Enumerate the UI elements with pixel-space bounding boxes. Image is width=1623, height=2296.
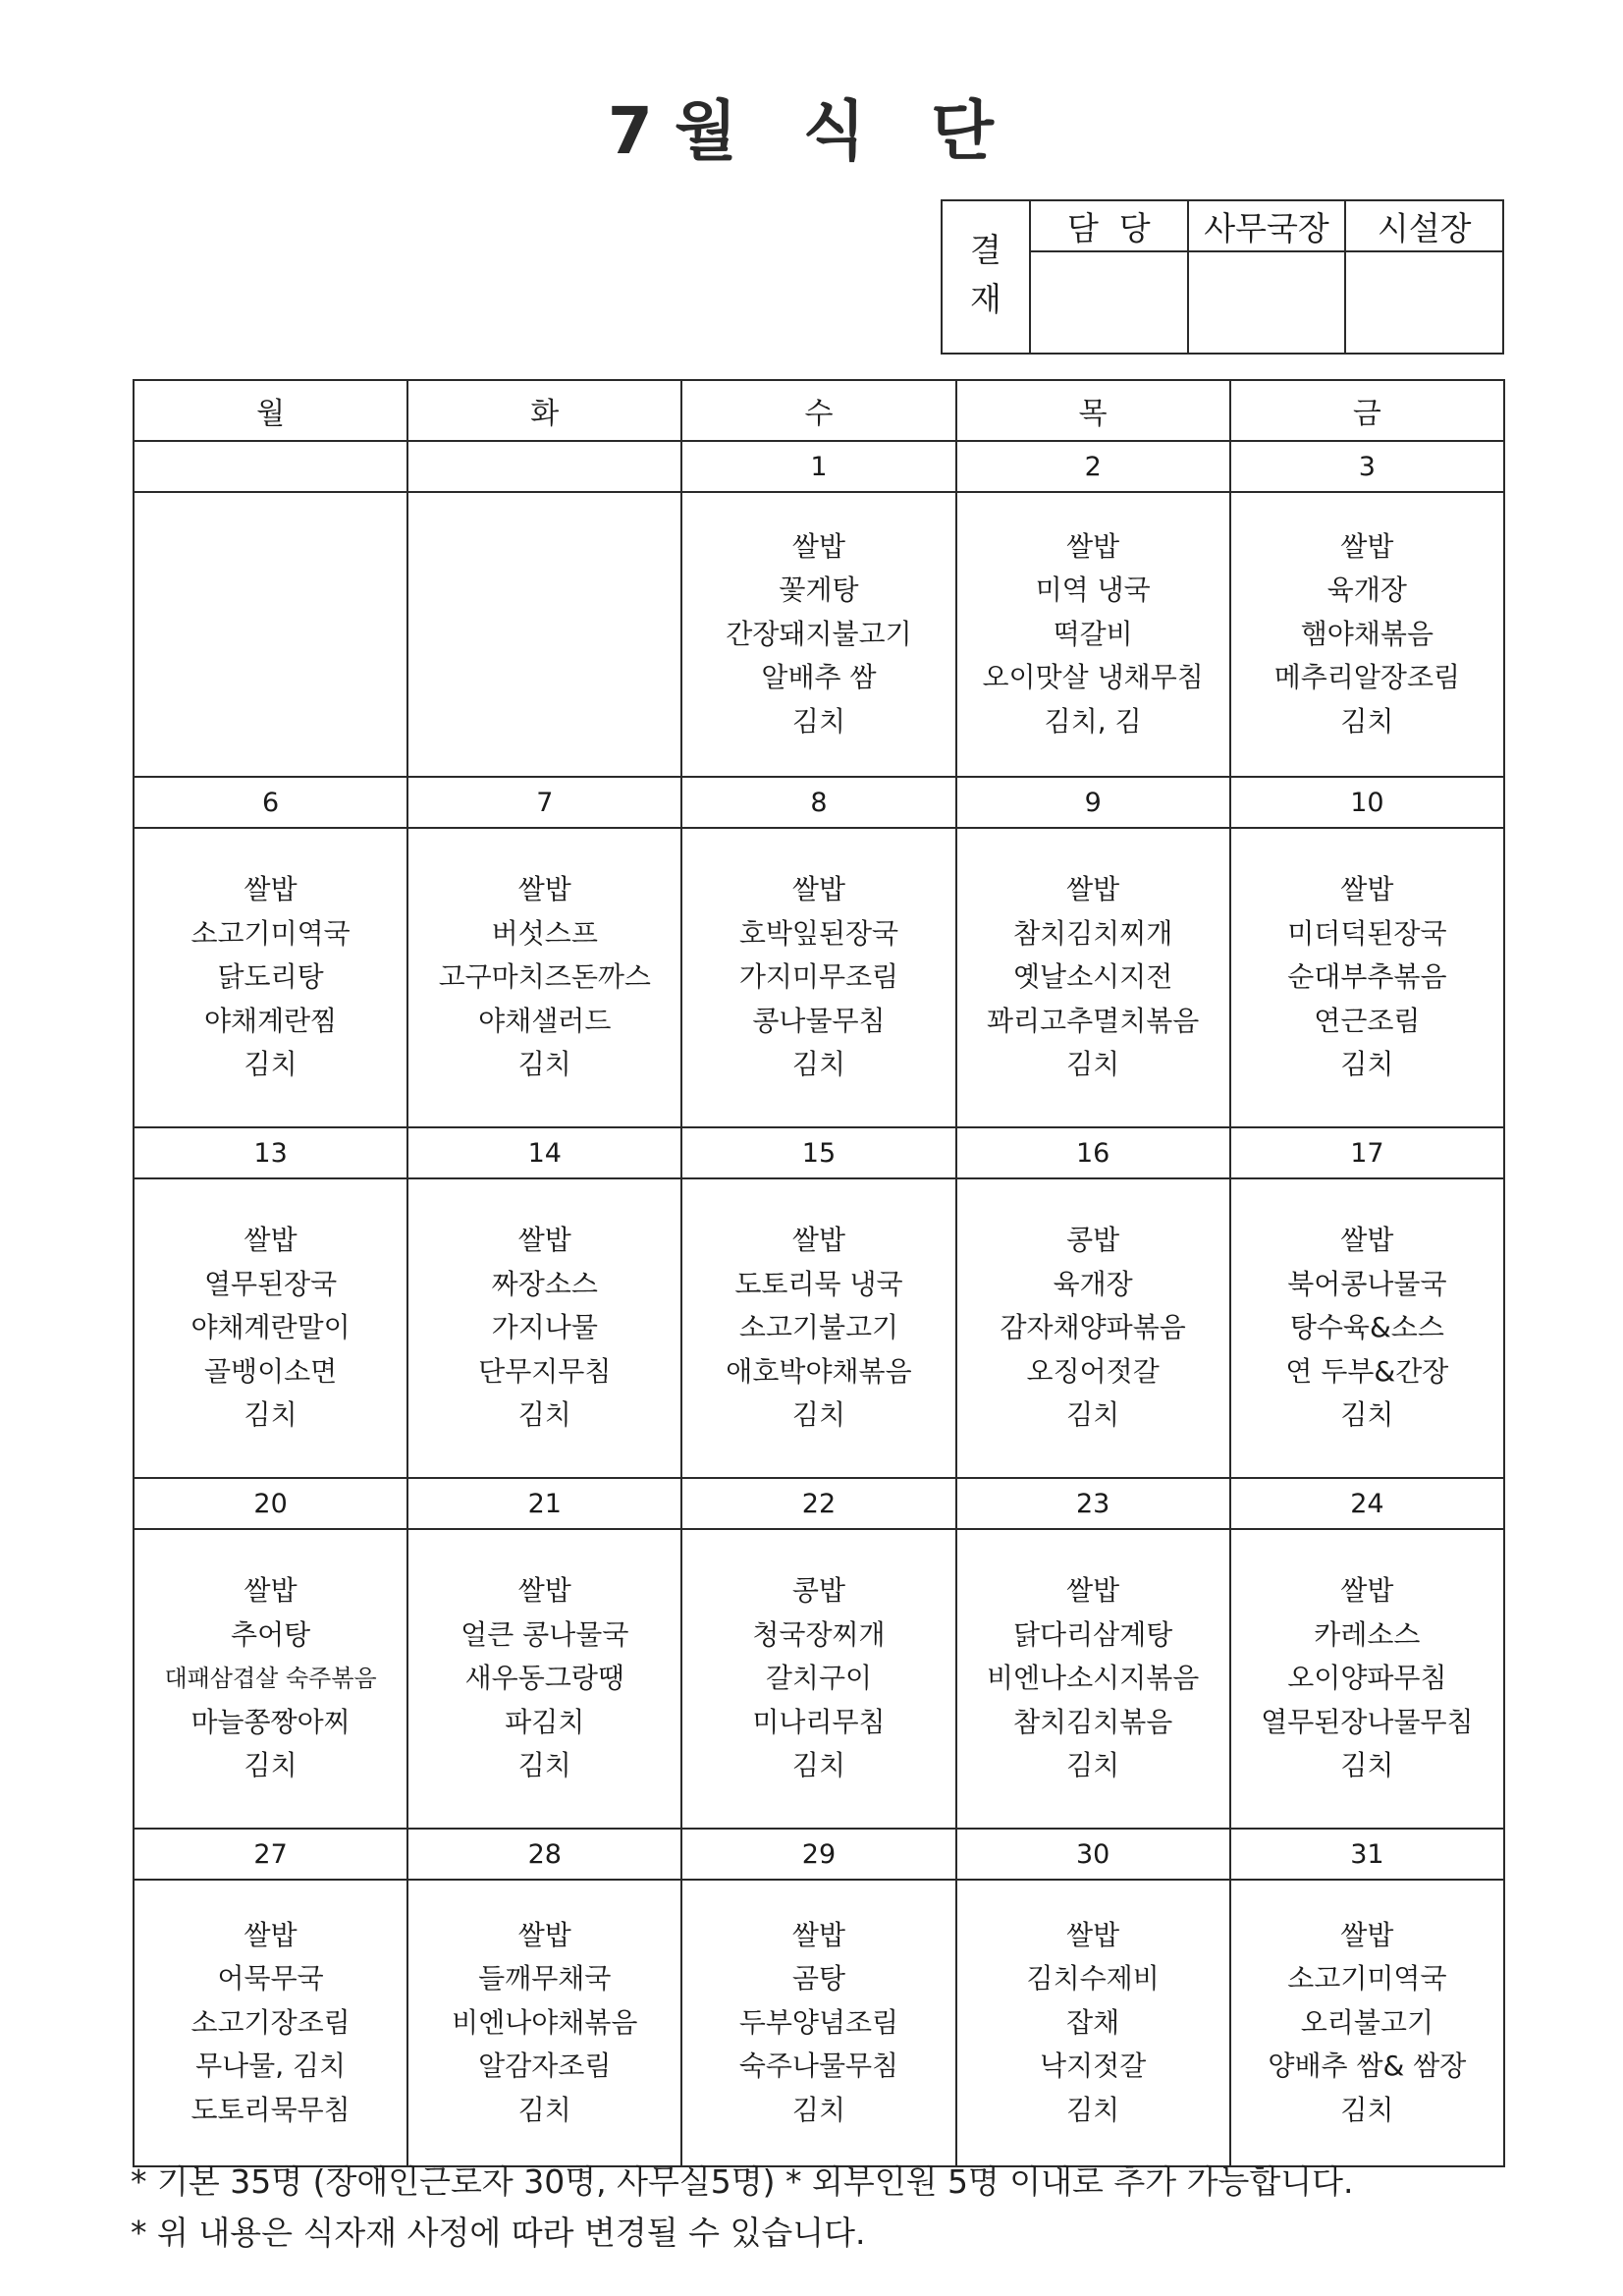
date-cell: 6 bbox=[134, 777, 407, 828]
menu-cell bbox=[1230, 492, 1504, 777]
menu-cell bbox=[407, 492, 681, 777]
approval-label bbox=[942, 200, 1030, 354]
menu-calendar bbox=[133, 379, 1505, 2167]
date-cell: 7 bbox=[407, 777, 681, 828]
menu-item: 연 두부&간장 bbox=[1285, 1354, 1449, 1388]
menu-item: 쌀밥 bbox=[1340, 1224, 1394, 1257]
menu-item: 양배추 쌈& 쌈장 bbox=[1268, 2050, 1467, 2083]
menu-cell bbox=[956, 1529, 1230, 1829]
menu-cell bbox=[956, 828, 1230, 1127]
menu-row bbox=[134, 492, 1504, 777]
menu-cell bbox=[1230, 1880, 1504, 2166]
menu-item: 김치 bbox=[1340, 2093, 1394, 2126]
menu-item: 쌀밥 bbox=[1340, 1918, 1394, 1951]
date-cell: 9 bbox=[956, 777, 1230, 828]
menu-item: 도토리묵무침 bbox=[190, 2093, 351, 2126]
menu-cell bbox=[1230, 1178, 1504, 1478]
menu-item: 감자채양파볶음 bbox=[1000, 1311, 1186, 1344]
menu-cell bbox=[134, 1178, 407, 1478]
weekday-tue: 화 bbox=[407, 380, 681, 441]
approval-label-text: 결재 bbox=[970, 231, 1001, 318]
menu-item: 옛날소시지전 bbox=[1013, 960, 1173, 994]
date-row bbox=[134, 441, 1504, 492]
menu-item: 호박잎된장국 bbox=[738, 916, 899, 950]
menu-row bbox=[134, 828, 1504, 1127]
menu-item: 소고기불고기 bbox=[738, 1311, 899, 1344]
approval-col-manager: 담 당 bbox=[1030, 200, 1188, 251]
menu-item: 버섯스프 bbox=[491, 916, 598, 950]
menu-row bbox=[134, 1178, 1504, 1478]
date-cell: 2 bbox=[956, 441, 1230, 492]
note-capacity: * 기본 35명 (장애인근로자 30명, 사무실5명) * 외부인원 5명 이내로 추가 가능합니다. bbox=[131, 2162, 1354, 2201]
menu-item: 골뱅이소면 bbox=[203, 1354, 338, 1388]
notes bbox=[131, 2157, 1354, 2259]
menu-cell bbox=[1230, 1529, 1504, 1829]
menu-item: 열무된장나물무침 bbox=[1261, 1705, 1474, 1738]
menu-item: 김치 bbox=[517, 1749, 571, 1782]
menu-item: 김치 bbox=[1066, 1398, 1120, 1432]
menu-item: 가지나물 bbox=[491, 1311, 598, 1344]
menu-item: 카레소스 bbox=[1314, 1617, 1421, 1651]
menu-item: 김치 bbox=[1340, 1048, 1394, 1081]
date-cell bbox=[134, 441, 407, 492]
menu-item: 꽈리고추멸치볶음 bbox=[986, 1004, 1200, 1037]
menu-item: 가지미무조림 bbox=[738, 960, 899, 994]
date-cell: 31 bbox=[1230, 1829, 1504, 1880]
date-cell: 24 bbox=[1230, 1478, 1504, 1529]
menu-item: 쌀밥 bbox=[243, 1574, 298, 1608]
menu-item: 김치 bbox=[517, 1398, 571, 1432]
menu-cell bbox=[681, 1880, 955, 2166]
weekday-mon: 월 bbox=[134, 380, 407, 441]
menu-item: 쌀밥 bbox=[791, 529, 846, 563]
menu-cell bbox=[956, 1178, 1230, 1478]
date-row bbox=[134, 1127, 1504, 1178]
menu-item: 미더덕된장국 bbox=[1287, 916, 1447, 950]
menu-item: 쌀밥 bbox=[517, 1574, 571, 1608]
date-cell: 23 bbox=[956, 1478, 1230, 1529]
date-cell: 20 bbox=[134, 1478, 407, 1529]
menu-cell bbox=[134, 1529, 407, 1829]
approval-sign-director bbox=[1345, 251, 1503, 354]
menu-item: 김치 bbox=[243, 1749, 298, 1782]
menu-item: 쌀밥 bbox=[243, 1224, 298, 1257]
menu-item: 소고기장조림 bbox=[190, 2005, 351, 2039]
menu-item: 곰탕 bbox=[791, 1962, 846, 1995]
date-cell bbox=[407, 441, 681, 492]
menu-item: 콩나물무침 bbox=[752, 1004, 886, 1037]
menu-item: 도토리묵 냉국 bbox=[734, 1267, 903, 1300]
menu-item: 알감자조림 bbox=[478, 2050, 612, 2083]
date-cell: 17 bbox=[1230, 1127, 1504, 1178]
approval-sign-manager bbox=[1030, 251, 1188, 354]
weekday-fri: 금 bbox=[1230, 380, 1504, 441]
menu-item: 햄야채볶음 bbox=[1300, 617, 1434, 650]
menu-item: 닭도리탕 bbox=[217, 960, 324, 994]
menu-item: 김치 bbox=[1066, 1048, 1120, 1081]
menu-item: 쌀밥 bbox=[517, 873, 571, 906]
menu-cell bbox=[956, 492, 1230, 777]
date-cell: 22 bbox=[681, 1478, 955, 1529]
note-change-notice: * 위 내용은 식자재 사정에 따라 변경될 수 있습니다. bbox=[131, 2214, 866, 2252]
menu-item: 북어콩나물국 bbox=[1287, 1267, 1447, 1300]
menu-item: 야채계란찜 bbox=[203, 1004, 338, 1037]
date-cell: 27 bbox=[134, 1829, 407, 1880]
menu-item: 쌀밥 bbox=[1340, 1574, 1394, 1608]
menu-cell bbox=[407, 1880, 681, 2166]
menu-item: 새우동그랑땡 bbox=[464, 1662, 624, 1695]
menu-item: 추어탕 bbox=[231, 1617, 311, 1651]
menu-item: 오이양파무침 bbox=[1287, 1662, 1447, 1695]
menu-item: 두부양념조림 bbox=[738, 2005, 899, 2039]
date-cell: 21 bbox=[407, 1478, 681, 1529]
menu-item: 닭다리삼계탕 bbox=[1013, 1617, 1173, 1651]
menu-item: 김치 bbox=[1340, 704, 1394, 738]
menu-item: 쌀밥 bbox=[1340, 873, 1394, 906]
menu-item: 무나물, 김치 bbox=[195, 2050, 347, 2083]
menu-item: 순대부추볶음 bbox=[1287, 960, 1447, 994]
menu-item: 비엔나야채볶음 bbox=[452, 2005, 638, 2039]
menu-item: 대패삼겹살 숙주볶음 bbox=[164, 1665, 377, 1693]
menu-item: 참치김치볶음 bbox=[1013, 1705, 1173, 1738]
date-cell: 8 bbox=[681, 777, 955, 828]
menu-item: 애호박야채볶음 bbox=[726, 1354, 912, 1388]
menu-item: 김치 bbox=[791, 1048, 846, 1081]
menu-item: 얼큰 콩나물국 bbox=[460, 1617, 629, 1651]
menu-cell bbox=[134, 1880, 407, 2166]
menu-item: 비엔나소시지볶음 bbox=[986, 1662, 1200, 1695]
menu-item: 김치 bbox=[1066, 1749, 1120, 1782]
date-cell: 28 bbox=[407, 1829, 681, 1880]
date-cell: 14 bbox=[407, 1127, 681, 1178]
menu-item: 쌀밥 bbox=[517, 1224, 571, 1257]
menu-item: 쌀밥 bbox=[791, 1224, 846, 1257]
menu-cell bbox=[681, 1178, 955, 1478]
approval-box bbox=[941, 199, 1504, 355]
menu-cell bbox=[1230, 828, 1504, 1127]
menu-item: 육개장 bbox=[1326, 574, 1407, 607]
menu-item: 숙주나물무침 bbox=[738, 2050, 899, 2083]
menu-item: 단무지무침 bbox=[478, 1354, 612, 1388]
menu-item: 탕수육&소스 bbox=[1289, 1311, 1444, 1344]
menu-item: 야채샐러드 bbox=[478, 1004, 612, 1037]
menu-item: 마늘쫑짱아찌 bbox=[190, 1705, 351, 1738]
menu-item: 육개장 bbox=[1053, 1267, 1133, 1300]
menu-item: 간장돼지불고기 bbox=[726, 617, 912, 650]
menu-item: 미나리무침 bbox=[752, 1705, 886, 1738]
menu-item: 소고기미역국 bbox=[190, 916, 351, 950]
menu-item: 쌀밥 bbox=[243, 873, 298, 906]
menu-item: 김치 bbox=[243, 1048, 298, 1081]
menu-item: 쌀밥 bbox=[1066, 873, 1120, 906]
menu-item: 김치 bbox=[1066, 2093, 1120, 2126]
menu-item: 김치 bbox=[791, 704, 846, 738]
menu-item: 쌀밥 bbox=[517, 1918, 571, 1951]
menu-item: 소고기미역국 bbox=[1287, 1962, 1447, 1995]
menu-item: 고구마치즈돈까스 bbox=[438, 960, 651, 994]
menu-item: 김치 bbox=[517, 1048, 571, 1081]
date-cell: 30 bbox=[956, 1829, 1230, 1880]
menu-item: 짜장소스 bbox=[491, 1267, 598, 1300]
menu-item: 김치 bbox=[1340, 1749, 1394, 1782]
menu-item: 꽃게탕 bbox=[779, 574, 859, 607]
menu-item: 연근조림 bbox=[1314, 1004, 1421, 1037]
date-cell: 10 bbox=[1230, 777, 1504, 828]
date-row bbox=[134, 1478, 1504, 1529]
menu-item: 콩밥 bbox=[791, 1574, 846, 1608]
menu-cell bbox=[407, 1529, 681, 1829]
date-cell: 29 bbox=[681, 1829, 955, 1880]
weekday-header-row bbox=[134, 380, 1504, 441]
menu-item: 잡채 bbox=[1066, 2005, 1120, 2039]
menu-item: 알배추 쌈 bbox=[761, 661, 877, 694]
menu-item: 쌀밥 bbox=[243, 1918, 298, 1951]
menu-cell bbox=[956, 1880, 1230, 2166]
menu-cell bbox=[681, 1529, 955, 1829]
menu-item: 쌀밥 bbox=[1066, 1918, 1120, 1951]
menu-item: 김치 bbox=[791, 2093, 846, 2126]
menu-cell bbox=[407, 828, 681, 1127]
menu-item: 김치 bbox=[791, 1398, 846, 1432]
menu-item: 갈치구이 bbox=[765, 1662, 873, 1695]
approval-col-director: 시설장 bbox=[1345, 200, 1503, 251]
menu-cell bbox=[681, 828, 955, 1127]
menu-item: 김치, 김 bbox=[1044, 704, 1142, 738]
date-cell: 15 bbox=[681, 1127, 955, 1178]
menu-item: 쌀밥 bbox=[1340, 529, 1394, 563]
date-cell: 13 bbox=[134, 1127, 407, 1178]
menu-item: 김치 bbox=[791, 1749, 846, 1782]
menu-item: 열무된장국 bbox=[203, 1267, 338, 1300]
approval-sign-secretary-general bbox=[1188, 251, 1346, 354]
menu-item: 어묵무국 bbox=[217, 1962, 324, 1995]
menu-cell bbox=[407, 1178, 681, 1478]
weekday-wed: 수 bbox=[681, 380, 955, 441]
menu-item: 청국장찌개 bbox=[752, 1617, 886, 1651]
menu-item: 콩밥 bbox=[1066, 1224, 1120, 1257]
menu-item: 오리불고기 bbox=[1300, 2005, 1434, 2039]
page-title: 7월 식 단 bbox=[607, 93, 1016, 169]
menu-item: 오징어젓갈 bbox=[1026, 1354, 1160, 1388]
menu-item: 오이맛살 냉채무침 bbox=[982, 661, 1204, 694]
menu-cell bbox=[134, 492, 407, 777]
menu-item: 쌀밥 bbox=[791, 1918, 846, 1951]
menu-item: 김치수제비 bbox=[1026, 1962, 1160, 1995]
menu-item: 야채계란말이 bbox=[190, 1311, 351, 1344]
menu-item: 김치 bbox=[517, 2093, 571, 2126]
weekday-thu: 목 bbox=[956, 380, 1230, 441]
menu-item: 떡갈비 bbox=[1053, 617, 1133, 650]
menu-cell bbox=[681, 492, 955, 777]
menu-item: 참치김치찌개 bbox=[1013, 916, 1173, 950]
menu-item: 메추리알장조림 bbox=[1273, 661, 1461, 694]
menu-item: 미역 냉국 bbox=[1035, 574, 1151, 607]
menu-item: 들깨무채국 bbox=[478, 1962, 612, 1995]
date-row bbox=[134, 1829, 1504, 1880]
menu-item: 파김치 bbox=[505, 1705, 585, 1738]
approval-col-secretary-general: 사무국장 bbox=[1188, 200, 1346, 251]
menu-item: 김치 bbox=[1340, 1398, 1394, 1432]
date-row bbox=[134, 777, 1504, 828]
date-cell: 1 bbox=[681, 441, 955, 492]
date-cell: 16 bbox=[956, 1127, 1230, 1178]
menu-row bbox=[134, 1529, 1504, 1829]
date-cell: 3 bbox=[1230, 441, 1504, 492]
menu-item: 김치 bbox=[243, 1398, 298, 1432]
menu-item: 쌀밥 bbox=[1066, 1574, 1120, 1608]
menu-cell bbox=[134, 828, 407, 1127]
menu-item: 쌀밥 bbox=[791, 873, 846, 906]
menu-item: 낙지젓갈 bbox=[1040, 2050, 1147, 2083]
menu-row bbox=[134, 1880, 1504, 2166]
menu-item: 쌀밥 bbox=[1066, 529, 1120, 563]
